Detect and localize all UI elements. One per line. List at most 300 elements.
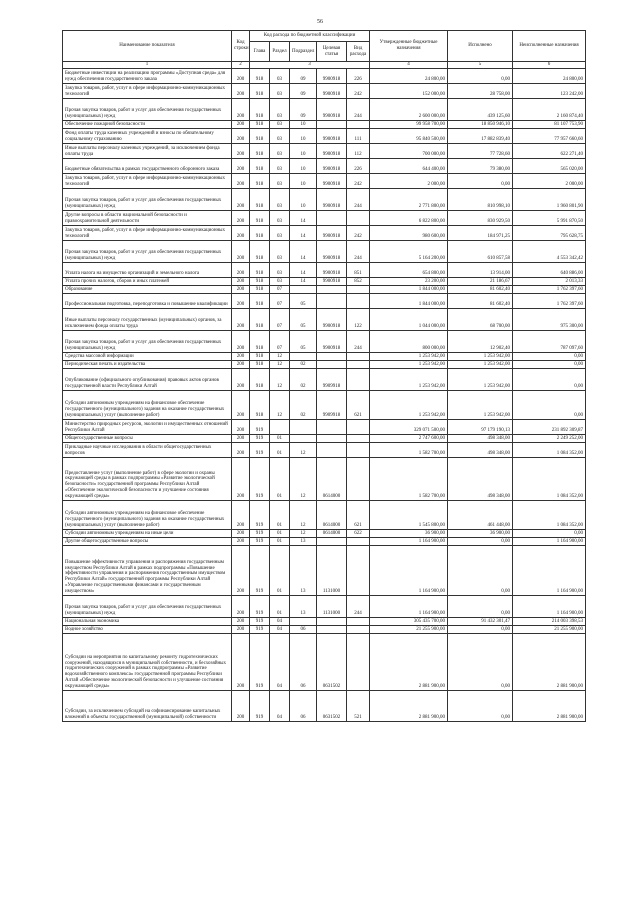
row-executed: 1 253 942,00 [448, 391, 513, 420]
row-approved: 1 164 900,00 [370, 538, 448, 546]
row-subsection [290, 286, 317, 294]
row-unexecuted: 787 097,60 [513, 331, 586, 353]
row-chapter: 918 [250, 263, 270, 278]
row-executed: 97 179 190,13 [448, 420, 513, 435]
row-name: Фонд оплаты труда казенных учреждений и взносы по обязательному социальному страхованию [63, 129, 232, 144]
row-executed: 1 253 942,00 [448, 361, 513, 369]
row-unexecuted: 214 003 398,53 [513, 618, 586, 626]
row-expense-type [347, 443, 370, 458]
row-line-code: 200 [232, 241, 250, 263]
row-line-code: 200 [232, 691, 250, 722]
row-subsection: 14 [290, 263, 317, 278]
row-approved: 2 000,00 [370, 174, 448, 189]
row-approved: 152 000,00 [370, 84, 448, 99]
row-executed: 91 432 301,47 [448, 618, 513, 626]
table-row [63, 174, 586, 189]
row-expense-type [347, 420, 370, 435]
row-expense-type: 244 [347, 189, 370, 211]
row-chapter: 919 [250, 538, 270, 546]
row-subsection [290, 618, 317, 626]
row-approved: 1 253 942,00 [370, 353, 448, 361]
row-target: 9900918 [317, 278, 347, 286]
row-target [317, 211, 347, 226]
table-row [63, 211, 586, 226]
row-expense-type: 521 [347, 691, 370, 722]
row-expense-type: 242 [347, 174, 370, 189]
header-chapter: Глава [250, 42, 270, 62]
row-chapter: 918 [250, 278, 270, 286]
row-unexecuted: 1 164 900,00 [513, 596, 586, 618]
row-unexecuted: 0,00 [513, 369, 586, 391]
row-subsection: 02 [290, 369, 317, 391]
row-chapter: 918 [250, 369, 270, 391]
row-line-code: 200 [232, 618, 250, 626]
row-section: 12 [270, 353, 290, 361]
row-executed: 0,00 [448, 538, 513, 546]
row-subsection: 06 [290, 691, 317, 722]
row-expense-type: 852 [347, 278, 370, 286]
row-chapter: 919 [250, 501, 270, 530]
row-approved: 1 844 000,00 [370, 294, 448, 309]
row-subsection: 12 [290, 530, 317, 538]
table-row [63, 84, 586, 99]
row-target: 9900918 [317, 263, 347, 278]
row-executed: 830 929,50 [448, 211, 513, 226]
row-executed: 0,00 [448, 626, 513, 634]
row-section [270, 420, 290, 435]
row-name: Субсидии автономным учреждениям на финансовое обеспечение государственного (муниципального) задания на оказание государственных (муниципальных) услуг (выполнение работ) [63, 501, 232, 530]
row-chapter: 919 [250, 618, 270, 626]
row-subsection [290, 420, 317, 435]
row-target: 9900918 [317, 144, 347, 159]
row-expense-type [347, 458, 370, 501]
row-approved: 2 881 900,00 [370, 691, 448, 722]
row-executed: 28 758,00 [448, 84, 513, 99]
row-subsection: 10 [290, 144, 317, 159]
row-line-code: 200 [232, 309, 250, 331]
row-chapter: 918 [250, 309, 270, 331]
row-unexecuted: 2 013,33 [513, 278, 586, 286]
row-name: Водное хозяйство [63, 626, 232, 634]
row-subsection: 13 [290, 596, 317, 618]
row-approved: 1 582 700,00 [370, 458, 448, 501]
row-subsection: 12 [290, 458, 317, 501]
header-executed: Исполнено [448, 31, 513, 62]
row-name: Прочая закупка товаров, работ и услуг для обеспечения государственных (муниципальных) нужд [63, 99, 232, 121]
row-section: 01 [270, 596, 290, 618]
row-approved: 95 840 500,00 [370, 129, 448, 144]
row-approved: 36 900,00 [370, 530, 448, 538]
row-name: Предоставление услуг (выполнение работ) в сфере экологии и охраны окружающей среды в рамках подпрограммы «Развитие экологической безопасности» государственной программы Республики Алтай «Обеспечение экологической безопасности и улучшение состояния окружающей среды» [63, 458, 232, 501]
row-subsection: 05 [290, 309, 317, 331]
row-chapter: 918 [250, 129, 270, 144]
row-subsection: 06 [290, 626, 317, 634]
row-name: Министерство природных ресурсов, экологии и имущественных отношений Республики Алтай [63, 420, 232, 435]
row-name: Национальная экономика [63, 618, 232, 626]
row-target [317, 538, 347, 546]
row-unexecuted: 24 800,00 [513, 69, 586, 84]
row-section: 03 [270, 99, 290, 121]
row-expense-type: 122 [347, 309, 370, 331]
table-row [63, 443, 586, 458]
row-name: Другие общегосударственные вопросы [63, 538, 232, 546]
column-index: 3 [250, 62, 370, 69]
row-section: 04 [270, 626, 290, 634]
column-index: 2 [232, 62, 250, 69]
column-index: 5 [448, 62, 513, 69]
table-row [63, 309, 586, 331]
row-unexecuted: 81 107 753,90 [513, 121, 586, 129]
row-name: Субсидии на мероприятия по капитальному ремонту гидротехнических сооружений, находящихся в муниципальной собственности, и бесхозяйных гидротехнических сооружений в рамках подпрограммы «Развитие водохозяйственного комплекса» государственной программы Республики Алтай «Обеспечение экологической безопасности и улучшение состояния окружающей среды» [63, 634, 232, 691]
row-chapter: 919 [250, 634, 270, 691]
row-target: 9900918 [317, 99, 347, 121]
row-unexecuted: 975 300,00 [513, 309, 586, 331]
row-unexecuted: 795 628,75 [513, 226, 586, 241]
row-target: 9909918 [317, 369, 347, 391]
row-line-code: 200 [232, 369, 250, 391]
row-expense-type: 851 [347, 263, 370, 278]
row-name: Бюджетные обязательства в рамках государственного оборонного заказа [63, 159, 232, 174]
row-line-code: 200 [232, 361, 250, 369]
row-executed: 21 186,67 [448, 278, 513, 286]
row-section: 03 [270, 129, 290, 144]
row-unexecuted: 0,00 [513, 361, 586, 369]
row-section: 03 [270, 121, 290, 129]
row-approved: 1 582 700,00 [370, 443, 448, 458]
table-row [63, 618, 586, 626]
row-expense-type: 244 [347, 596, 370, 618]
row-section: 07 [270, 286, 290, 294]
table-row [63, 294, 586, 309]
row-approved: 6 822 800,00 [370, 211, 448, 226]
row-section: 04 [270, 634, 290, 691]
row-section: 03 [270, 159, 290, 174]
row-target: 0614000 [317, 501, 347, 530]
row-executed: 13 914,00 [448, 263, 513, 278]
row-subsection: 05 [290, 331, 317, 353]
row-subsection: 13 [290, 546, 317, 596]
row-target: 9900918 [317, 189, 347, 211]
row-expense-type: 242 [347, 226, 370, 241]
row-name: Иные выплаты персоналу государственных (муниципальных) органов, за исключением фонда оплаты труда [63, 309, 232, 331]
row-executed: 1 253 942,00 [448, 369, 513, 391]
row-target: 9909918 [317, 391, 347, 420]
row-subsection: 10 [290, 159, 317, 174]
table-row [63, 129, 586, 144]
row-section: 03 [270, 263, 290, 278]
row-line-code: 200 [232, 353, 250, 361]
row-line-code: 200 [232, 596, 250, 618]
row-approved: 99 958 700,00 [370, 121, 448, 129]
row-approved: 2 747 600,00 [370, 435, 448, 443]
row-name: Опубликование (официального опубликования) правовых актов органов государственной власти Республики Алтай [63, 369, 232, 391]
row-expense-type [347, 634, 370, 691]
row-executed: 439 125,60 [448, 99, 513, 121]
row-subsection: 10 [290, 189, 317, 211]
row-line-code: 200 [232, 286, 250, 294]
row-expense-type [347, 361, 370, 369]
row-expense-type: 622 [347, 530, 370, 538]
row-target: 0614000 [317, 530, 347, 538]
row-chapter: 919 [250, 596, 270, 618]
row-executed: 81 602,40 [448, 286, 513, 294]
row-executed: 79 380,00 [448, 159, 513, 174]
column-index: 6 [513, 62, 586, 69]
row-subsection: 09 [290, 99, 317, 121]
row-section: 01 [270, 538, 290, 546]
row-expense-type [347, 211, 370, 226]
table-row [63, 369, 586, 391]
row-section: 07 [270, 294, 290, 309]
row-subsection: 10 [290, 129, 317, 144]
table-row [63, 263, 586, 278]
row-name: Прочая закупка товаров, работ и услуг для обеспечения государственных (муниципальных) нужд [63, 331, 232, 353]
row-section: 01 [270, 501, 290, 530]
row-chapter: 919 [250, 626, 270, 634]
row-unexecuted: 2 000,00 [513, 174, 586, 189]
row-chapter: 918 [250, 294, 270, 309]
row-target: 9900918 [317, 309, 347, 331]
row-subsection [290, 353, 317, 361]
row-line-code: 200 [232, 530, 250, 538]
row-section: 01 [270, 530, 290, 538]
page-number: 56 [317, 19, 323, 25]
row-expense-type: 226 [347, 69, 370, 84]
row-expense-type: 244 [347, 241, 370, 263]
row-executed: 0,00 [448, 634, 513, 691]
row-target [317, 626, 347, 634]
row-chapter: 918 [250, 174, 270, 189]
row-target: 0631502 [317, 634, 347, 691]
row-chapter: 919 [250, 458, 270, 501]
row-expense-type [347, 121, 370, 129]
row-line-code: 200 [232, 189, 250, 211]
row-name: Уплата налога на имущество организаций и земельного налога [63, 263, 232, 278]
row-subsection: 02 [290, 391, 317, 420]
row-name: Субсидии, за исключением субсидий на софинансирование капитальных вложений в объекты государственной (муниципальной) собственности [63, 691, 232, 722]
row-target: 9900918 [317, 84, 347, 99]
row-unexecuted: 1 084 352,00 [513, 443, 586, 458]
row-approved: 21 255 900,00 [370, 626, 448, 634]
row-approved: 1 844 000,00 [370, 286, 448, 294]
row-approved: 1 253 942,00 [370, 361, 448, 369]
row-expense-type: 226 [347, 159, 370, 174]
row-approved: 654 800,00 [370, 263, 448, 278]
row-approved: 700 000,00 [370, 144, 448, 159]
row-executed: 12 902,40 [448, 331, 513, 353]
row-executed: 0,00 [448, 596, 513, 618]
table-row [63, 241, 586, 263]
row-subsection: 14 [290, 226, 317, 241]
row-target: 0614000 [317, 458, 347, 501]
header-unexecuted: Неисполненные назначения [513, 31, 586, 62]
row-target: 9900918 [317, 226, 347, 241]
row-line-code: 200 [232, 99, 250, 121]
table-row [63, 596, 586, 618]
row-chapter: 918 [250, 84, 270, 99]
row-approved: 329 071 500,00 [370, 420, 448, 435]
row-executed: 0,00 [448, 69, 513, 84]
row-target: 0631502 [317, 691, 347, 722]
row-target [317, 121, 347, 129]
row-section: 12 [270, 361, 290, 369]
row-expense-type [347, 435, 370, 443]
row-chapter: 919 [250, 443, 270, 458]
row-expense-type [347, 369, 370, 391]
row-section: 04 [270, 691, 290, 722]
row-line-code: 200 [232, 420, 250, 435]
row-executed: 77 728,60 [448, 144, 513, 159]
row-subsection [290, 435, 317, 443]
table-row [63, 530, 586, 538]
row-subsection: 14 [290, 278, 317, 286]
table-row [63, 144, 586, 159]
row-unexecuted: 0,00 [513, 353, 586, 361]
row-line-code: 200 [232, 174, 250, 189]
row-section: 03 [270, 211, 290, 226]
row-chapter: 919 [250, 420, 270, 435]
column-index: 4 [370, 62, 448, 69]
table-row [63, 435, 586, 443]
row-expense-type [347, 626, 370, 634]
row-section: 03 [270, 189, 290, 211]
table-row [63, 634, 586, 691]
row-unexecuted: 622 271,40 [513, 144, 586, 159]
row-chapter: 919 [250, 691, 270, 722]
row-approved: 1 044 000,00 [370, 309, 448, 331]
row-name: Субсидии автономным учреждениям на иные цели [63, 530, 232, 538]
row-subsection: 02 [290, 361, 317, 369]
row-line-code: 200 [232, 144, 250, 159]
row-subsection: 14 [290, 211, 317, 226]
row-executed: 498 348,00 [448, 435, 513, 443]
row-line-code: 200 [232, 546, 250, 596]
row-chapter: 918 [250, 69, 270, 84]
row-name: Профессиональная подготовка, переподготовка и повышение квалификации [63, 294, 232, 309]
row-chapter: 918 [250, 99, 270, 121]
header-target: Целевая статья [317, 42, 347, 62]
row-line-code: 200 [232, 84, 250, 99]
row-line-code: 200 [232, 263, 250, 278]
row-expense-type [347, 538, 370, 546]
row-approved: 800 000,00 [370, 331, 448, 353]
row-chapter: 918 [250, 361, 270, 369]
row-chapter: 918 [250, 241, 270, 263]
row-section: 03 [270, 144, 290, 159]
table-row [63, 353, 586, 361]
row-section: 03 [270, 84, 290, 99]
row-line-code: 200 [232, 211, 250, 226]
row-line-code: 200 [232, 69, 250, 84]
row-line-code: 200 [232, 278, 250, 286]
row-chapter: 918 [250, 144, 270, 159]
row-executed: 0,00 [448, 691, 513, 722]
row-name: Уплата прочих налогов, сборов и иных платежей [63, 278, 232, 286]
row-approved: 1 545 800,00 [370, 501, 448, 530]
row-chapter: 918 [250, 189, 270, 211]
row-approved: 5 164 200,00 [370, 241, 448, 263]
header-line-code: Код строки [232, 31, 250, 62]
row-subsection: 14 [290, 241, 317, 263]
row-name: Закупка товаров, работ, услуг в сфере информационно-коммуникационных технологий [63, 226, 232, 241]
row-expense-type: 244 [347, 331, 370, 353]
row-unexecuted: 1 960 801,90 [513, 189, 586, 211]
row-section: 07 [270, 331, 290, 353]
row-target [317, 353, 347, 361]
row-section: 03 [270, 278, 290, 286]
row-section: 01 [270, 546, 290, 596]
row-expense-type [347, 353, 370, 361]
row-unexecuted: 2 881 900,00 [513, 691, 586, 722]
row-target [317, 435, 347, 443]
row-approved: 980 600,00 [370, 226, 448, 241]
row-executed: 810 998,10 [448, 189, 513, 211]
row-section: 01 [270, 435, 290, 443]
row-approved: 23 200,00 [370, 278, 448, 286]
row-line-code: 200 [232, 129, 250, 144]
table-row [63, 226, 586, 241]
row-unexecuted: 1 762 397,60 [513, 286, 586, 294]
table-row [63, 159, 586, 174]
row-line-code: 200 [232, 501, 250, 530]
row-subsection: 12 [290, 501, 317, 530]
table-row [63, 391, 586, 420]
table-row [63, 286, 586, 294]
row-unexecuted: 2 249 252,00 [513, 435, 586, 443]
row-unexecuted: 640 886,00 [513, 263, 586, 278]
row-line-code: 200 [232, 121, 250, 129]
row-unexecuted: 565 020,00 [513, 159, 586, 174]
row-target: 9900918 [317, 159, 347, 174]
row-name: Общегосударственные вопросы [63, 435, 232, 443]
row-executed: 17 882 839,40 [448, 129, 513, 144]
table-row [63, 278, 586, 286]
row-unexecuted: 4 553 342,42 [513, 241, 586, 263]
row-chapter: 918 [250, 331, 270, 353]
header-classification: Код расхода по бюджетной классификации [250, 31, 370, 42]
row-section: 01 [270, 443, 290, 458]
row-target: 1131000 [317, 546, 347, 596]
row-section: 04 [270, 618, 290, 626]
row-unexecuted: 2 881 900,00 [513, 634, 586, 691]
row-unexecuted: 0,00 [513, 530, 586, 538]
row-subsection: 09 [290, 84, 317, 99]
row-name: Иные выплаты персоналу казенных учреждений, за исключением фонда оплаты труда [63, 144, 232, 159]
row-name: Повышение эффективности управления и распоряжения государственным имуществом Республики Алтай в рамках подпрограммы «Повышение эффективности управления и распоряжения государственным имуществом Республики Алтай» государственной программы Республики Алтай «Управление государственными финансами и государственным имуществом» [63, 546, 232, 596]
row-name: Периодическая печать и издательства [63, 361, 232, 369]
budget-execution-table [62, 30, 586, 722]
row-expense-type: 244 [347, 99, 370, 121]
row-expense-type: 621 [347, 501, 370, 530]
row-target: 1131000 [317, 596, 347, 618]
row-unexecuted: 1 762 397,60 [513, 294, 586, 309]
row-subsection: 10 [290, 121, 317, 129]
header-section: Раздел [270, 42, 290, 62]
row-section: 12 [270, 369, 290, 391]
row-line-code: 200 [232, 331, 250, 353]
row-target [317, 443, 347, 458]
table-row [63, 121, 586, 129]
row-line-code: 200 [232, 435, 250, 443]
table-row [63, 546, 586, 596]
row-expense-type [347, 618, 370, 626]
table-row [63, 361, 586, 369]
row-approved: 2 771 800,00 [370, 189, 448, 211]
row-chapter: 918 [250, 159, 270, 174]
header-subsection: Подраздел [290, 42, 317, 62]
row-subsection: 13 [290, 538, 317, 546]
row-name: Прочая закупка товаров, работ и услуг для обеспечения государственных (муниципальных) нужд [63, 189, 232, 211]
